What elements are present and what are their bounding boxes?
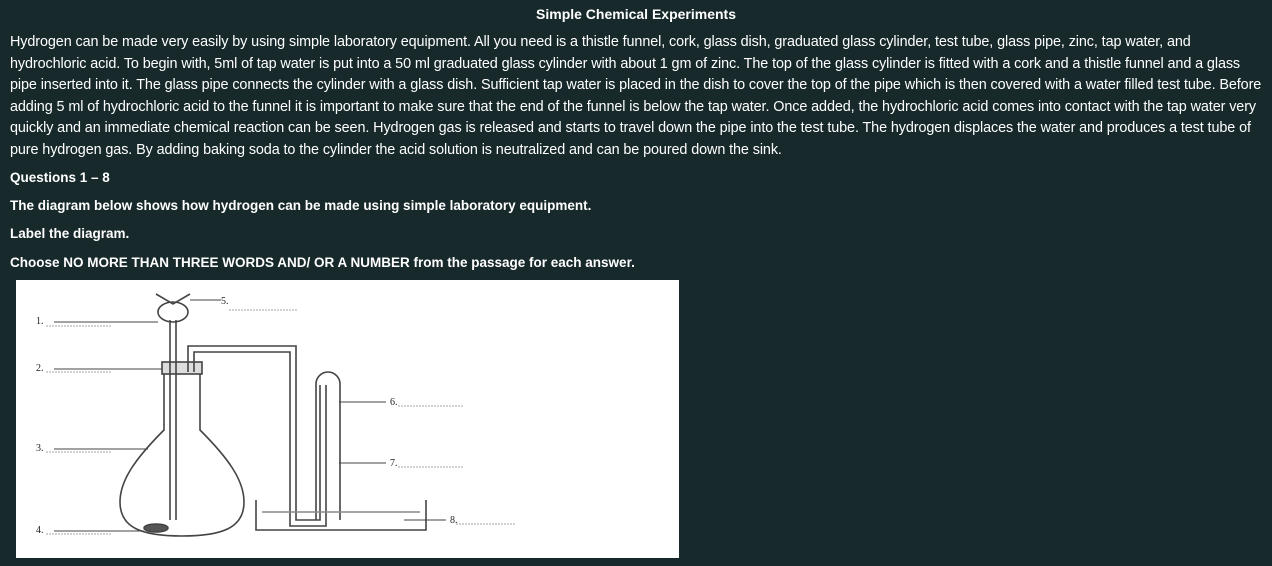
apparatus-diagram xyxy=(16,280,679,558)
apparatus-svg xyxy=(16,280,679,558)
cork xyxy=(162,362,202,374)
label-4: 4. xyxy=(36,525,44,536)
thistle-funnel-stem xyxy=(170,320,176,520)
questions-heading: Questions 1 – 8 xyxy=(10,170,110,185)
label-5: 5. xyxy=(221,296,229,307)
glass-dish xyxy=(256,500,426,530)
glass-pipe xyxy=(188,346,326,526)
label-8: 8. xyxy=(450,515,458,526)
zinc xyxy=(144,524,168,532)
diagram-instruction: The diagram below shows how hydrogen can be made using simple laboratory equipment. xyxy=(10,198,592,213)
label-2: 2. xyxy=(36,363,44,374)
word-limit-instruction: Choose NO MORE THAN THREE WORDS AND/ OR A NUMBER from the passage for each answer. xyxy=(10,255,635,270)
label-7: 7. xyxy=(390,458,398,469)
label-6: 6. xyxy=(390,397,398,408)
flask xyxy=(120,372,244,536)
label-1: 1. xyxy=(36,316,44,327)
reading-passage: Hydrogen can be made very easily by using simple laboratory equipment. All you need is a thistle funnel, cork, glass dish, graduated glass cylinder, test tube, glass pipe, zinc, tap water, and hydrochloric acid. To begin with, 5ml of tap water is put into a 50 ml graduated glass cylinder with about 1 gm of zinc. The top of the glass cylinder is fitted with a cork and a thistle funnel and a glass pipe inserted into it. The glass pipe connects the cylinder with a glass dish. Sufficient tap water is placed in the dish to cover the top of the pipe which is then covered with a water filled test tube. Before adding 5 ml of hydrochloric acid to the funnel it is important to make sure that the end of the funnel is below the tap water. Once added, the hydrochloric acid comes into contact with the tap water very quickly and an immediate chemical reaction can be seen. Hydrogen gas is released and starts to travel down the pipe into the test tube. The hydrogen displaces the water and produces a test tube of pure hydrogen gas. By adding baking soda to the cylinder the acid solution is neutralized and can be poured down the sink. xyxy=(10,34,1262,158)
thistle-funnel-bulb xyxy=(158,302,188,322)
label-instruction: Label the diagram. xyxy=(10,226,130,241)
page-title: Simple Chemical Experiments xyxy=(536,6,736,22)
label-3: 3. xyxy=(36,443,44,454)
